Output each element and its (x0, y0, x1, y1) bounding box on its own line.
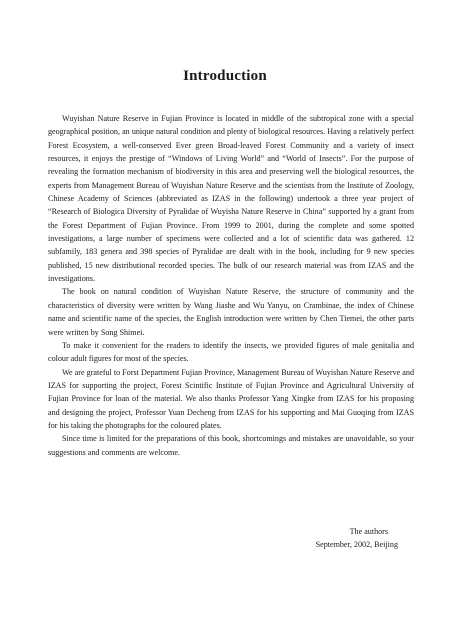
paragraph-5: Since time is limited for the preparations of this book, shortcomings and mistakes are unavoidable, so your suggestions and comments are welcome. (48, 434, 414, 457)
paragraph-4: We are grateful to Forst Department Fujian Province, Management Bureau of Wuyishan Nature Reserve and IZAS for supporting the project, Forest Scintific Institute of Fujian Province and Agricultural University of Fujian Province for loan of the material. We also thanks Professor Yang Xingke from IZAS for his proposing and designing the project, Professor Yuan Decheng from IZAS for his supporting and Mai Guoqing from IZAS for his taking the photographs for the coloured plates. (48, 367, 414, 430)
signature-block (316, 525, 398, 552)
signature-date-place: September, 2002, Beijing (315, 540, 398, 550)
paragraph-3: To make it convenient for the readers to identify the insects, we provided figures of male genitalia and colour adult figures for most of the species. (48, 340, 414, 364)
paragraph-2: The book on natural condition of Wuyishan Nature Reserve, the structure of community and the characteristics of diversity were written by Wang Jiashe and Wu Yanyu, on Crambinae, the index of Chinese name and scientific name of the species, the English introduction were written by Chen Tiemei, the other parts were written by Song Shimei. (48, 287, 414, 337)
signature-author: The authors (349, 527, 389, 536)
page-title: Introduction (183, 68, 267, 84)
introduction-body (48, 112, 414, 459)
paragraph-1: Wuyishan Nature Reserve in Fujian Province is located in middle of the subtropical zone with a special geographical position, an unique natural condition and plenty of biological resources. Having a relatively perfect Forest Ecosystem, a well-conserved Ever green Broad-leaved Forest Community and a variety of insect resources, it enjoys the prestige of “Windows of Living World” and “World of Insects”. For the purpose of revealing the formation mechanism of biodiversity in this area and preserving well the biological resources, the experts from Management Bureau of Wuyishan Nature Reserve and the scientists from the Institute of Zoology, Chinese Academy of Sciences (abbreviated as IZAS in the following) undertook a three year project of “Research of Biologica Diversity of Pyralidae of Wuyisha Nature Reserve in China” supported by a grant from the Forest Department of Fujian Province. From 1999 to 2001, during the complete and some spotted investigations, a large number of specimens were collected and a lot of scientific data was gathered. 12 subfamily, 183 genera and 398 species of Pyralidae are dealt with in the book, including for 9 new species published, 15 new distributional recorded species. The bulk of our research material was from IZAS and the investigations. (48, 114, 414, 284)
